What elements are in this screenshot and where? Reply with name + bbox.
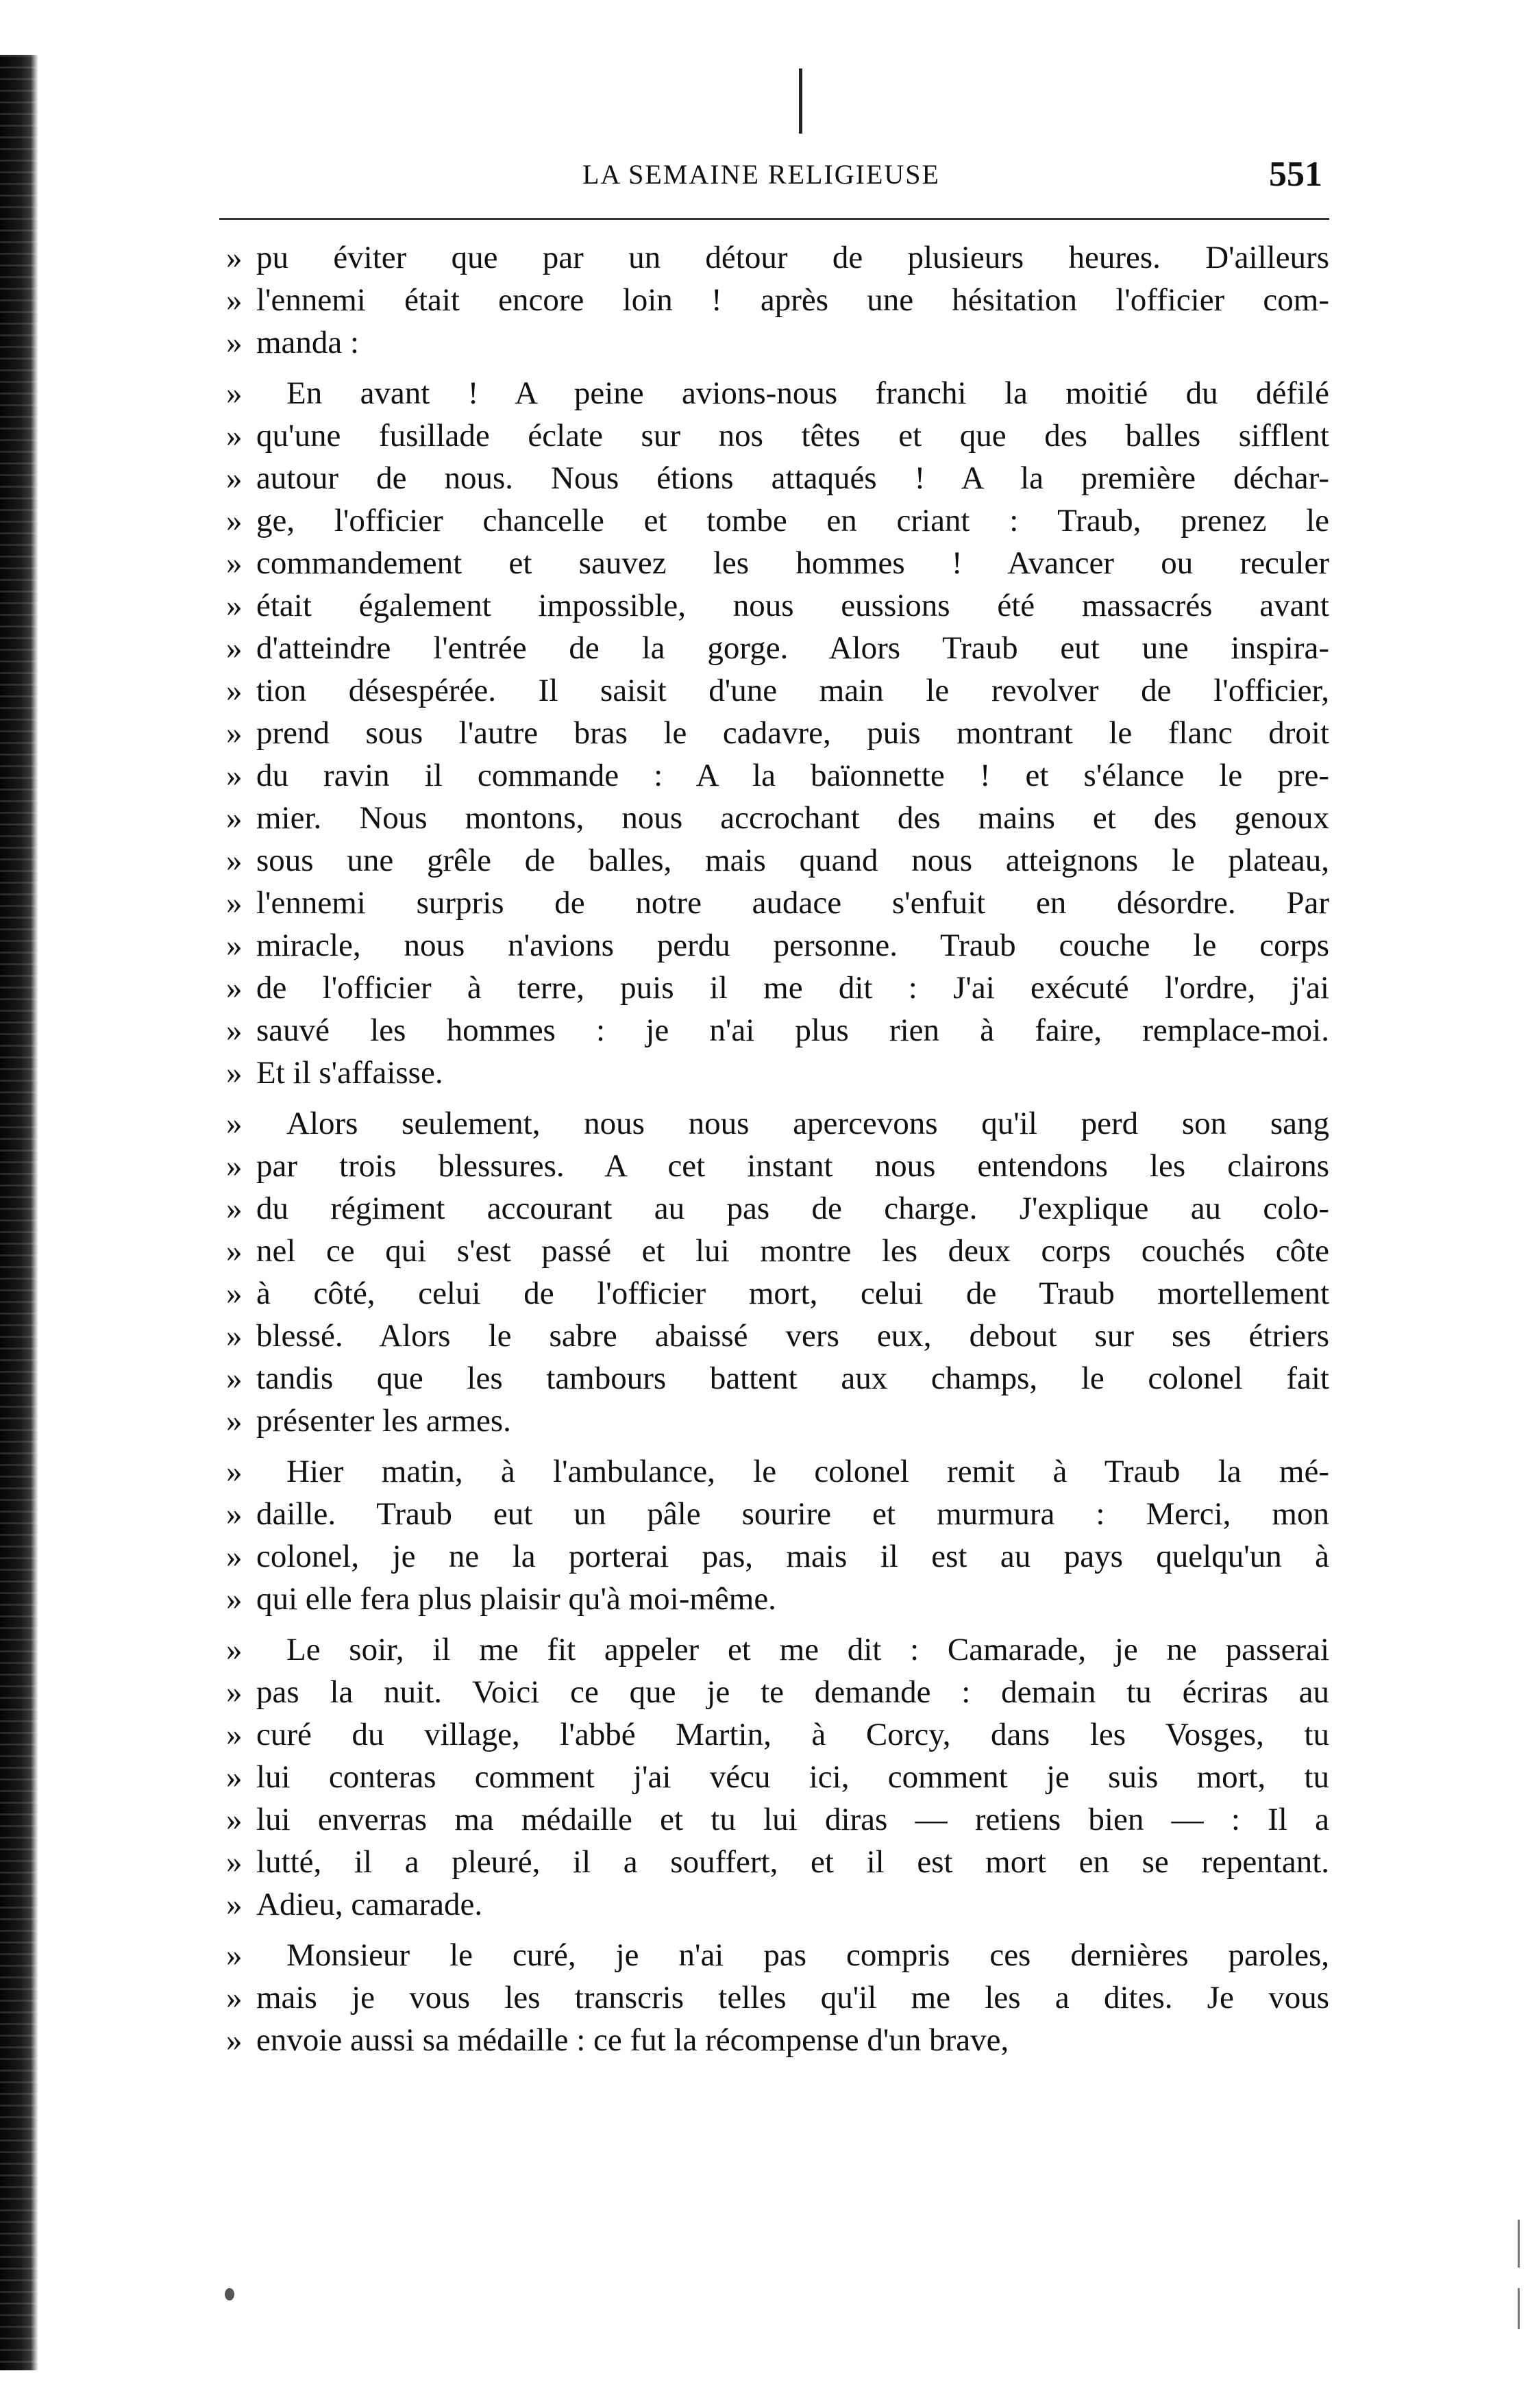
- text-line: » pu éviter que par un détour de plusieurs heures. D'ailleurs: [226, 240, 1329, 275]
- paragraph: [226, 1102, 1329, 1442]
- running-title: LA SEMAINE RELIGIEUSE: [582, 159, 940, 190]
- text-line: » par trois blessures. A cet instant nous entendons les clairons: [226, 1148, 1329, 1184]
- text-line: » présenter les armes.: [226, 1403, 511, 1439]
- text-line: » l'ennemi était encore loin ! après une hésitation l'officier com-: [226, 282, 1329, 318]
- text-line: » Alors seulement, nous nous apercevons qu'il perd son sang: [226, 1106, 1329, 1141]
- text-line: » sous une grêle de balles, mais quand nous atteignons le plateau,: [226, 843, 1329, 878]
- text-line: » Adieu, camarade.: [226, 1887, 483, 1922]
- text-line: » l'ennemi surpris de notre audace s'enfuit en désordre. Par: [226, 885, 1329, 921]
- margin-tick: [1518, 2288, 1520, 2329]
- text-line: » ge, l'officier chancelle et tombe en criant : Traub, prenez le: [226, 503, 1329, 538]
- text-line: » du ravin il commande : A la baïonnette ! et s'élance le pre-: [226, 758, 1329, 793]
- text-line: » lui enverras ma médaille et tu lui diras — retiens bien — : Il a: [226, 1802, 1329, 1837]
- paragraph-gap: [226, 1926, 1329, 1934]
- text-line: » manda :: [226, 325, 360, 360]
- text-line: » En avant ! A peine avions-nous franchi la moitié du défilé: [226, 375, 1329, 411]
- margin-tick: [1518, 2220, 1520, 2268]
- binding-edge-texture: [0, 55, 38, 2370]
- page-number: 551: [1269, 155, 1322, 194]
- paragraph: [226, 1628, 1329, 1926]
- text-line: » autour de nous. Nous étions attaqués ! A la première déchar-: [226, 460, 1329, 496]
- text-line: » lutté, il a pleuré, il a souffert, et il est mort en se repentant.: [226, 1844, 1329, 1880]
- text-line: » mais je vous les transcris telles qu'il me les a dites. Je vous: [226, 1980, 1329, 2015]
- paragraph: [226, 372, 1329, 1094]
- text-line: » miracle, nous n'avions perdu personne. Traub couche le corps: [226, 928, 1329, 963]
- page-header: [260, 154, 1329, 202]
- text-line: » curé du village, l'abbé Martin, à Corcy, dans les Vosges, tu: [226, 1717, 1329, 1752]
- text-line: » pas la nuit. Voici ce que je te demande : demain tu écriras au: [226, 1674, 1329, 1710]
- paragraph: [226, 1934, 1329, 2061]
- text-line: » tandis que les tambours battent aux champs, le colonel fait: [226, 1361, 1329, 1396]
- text-line: » Le soir, il me fit appeler et me dit : Camarade, je ne passerai: [226, 1632, 1329, 1667]
- text-line: » qu'une fusillade éclate sur nos têtes et que des balles sifflent: [226, 418, 1329, 454]
- text-line: » mier. Nous montons, nous accrochant des mains et des genoux: [226, 800, 1329, 836]
- paragraph-gap: [226, 1094, 1329, 1102]
- text-line: » tion désespérée. Il saisit d'une main le revolver de l'officier,: [226, 673, 1329, 708]
- text-line: » qui elle fera plus plaisir qu'à moi-même.: [226, 1581, 776, 1617]
- text-line: » d'atteindre l'entrée de la gorge. Alors Traub eut une inspira-: [226, 630, 1329, 666]
- text-line: » colonel, je ne la porterai pas, mais il est au pays quelqu'un à: [226, 1539, 1329, 1574]
- bottom-ink-spot: [225, 2288, 234, 2300]
- paragraph: [226, 1450, 1329, 1620]
- text-line: » sauvé les hommes : je n'ai plus rien à faire, remplace-moi.: [226, 1013, 1329, 1048]
- text-line: » lui conteras comment j'ai vécu ici, comment je suis mort, tu: [226, 1759, 1329, 1795]
- text-line: » daille. Traub eut un pâle sourire et murmura : Merci, mon: [226, 1496, 1329, 1532]
- text-line: » envoie aussi sa médaille : ce fut la récompense d'un brave,: [226, 2022, 1009, 2058]
- text-line: » à côté, celui de l'officier mort, celui de Traub mortellement: [226, 1276, 1329, 1311]
- paragraph: [226, 236, 1329, 364]
- text-line: » blessé. Alors le sabre abaissé vers eux, debout sur ses étriers: [226, 1318, 1329, 1354]
- paragraph-gap: [226, 364, 1329, 372]
- top-scan-mark: [799, 69, 802, 134]
- text-line: » Monsieur le curé, je n'ai pas compris ces dernières paroles,: [226, 1937, 1329, 1973]
- text-line: » était également impossible, nous eussions été massacrés avant: [226, 588, 1329, 623]
- text-line: » prend sous l'autre bras le cadavre, puis montrant le flanc droit: [226, 715, 1329, 751]
- paragraph-gap: [226, 1620, 1329, 1628]
- header-rule: [219, 218, 1329, 220]
- text-line: » du régiment accourant au pas de charge. J'explique au colo-: [226, 1191, 1329, 1226]
- text-line: » de l'officier à terre, puis il me dit : J'ai exécuté l'ordre, j'ai: [226, 970, 1329, 1006]
- body-text: [226, 236, 1329, 2061]
- text-line: » Hier matin, à l'ambulance, le colonel remit à Traub la mé-: [226, 1454, 1329, 1489]
- text-line: » nel ce qui s'est passé et lui montre les deux corps couchés côte: [226, 1233, 1329, 1269]
- text-line: » commandement et sauvez les hommes ! Avancer ou reculer: [226, 545, 1329, 581]
- paragraph-gap: [226, 1442, 1329, 1450]
- text-line: » Et il s'affaisse.: [226, 1055, 443, 1091]
